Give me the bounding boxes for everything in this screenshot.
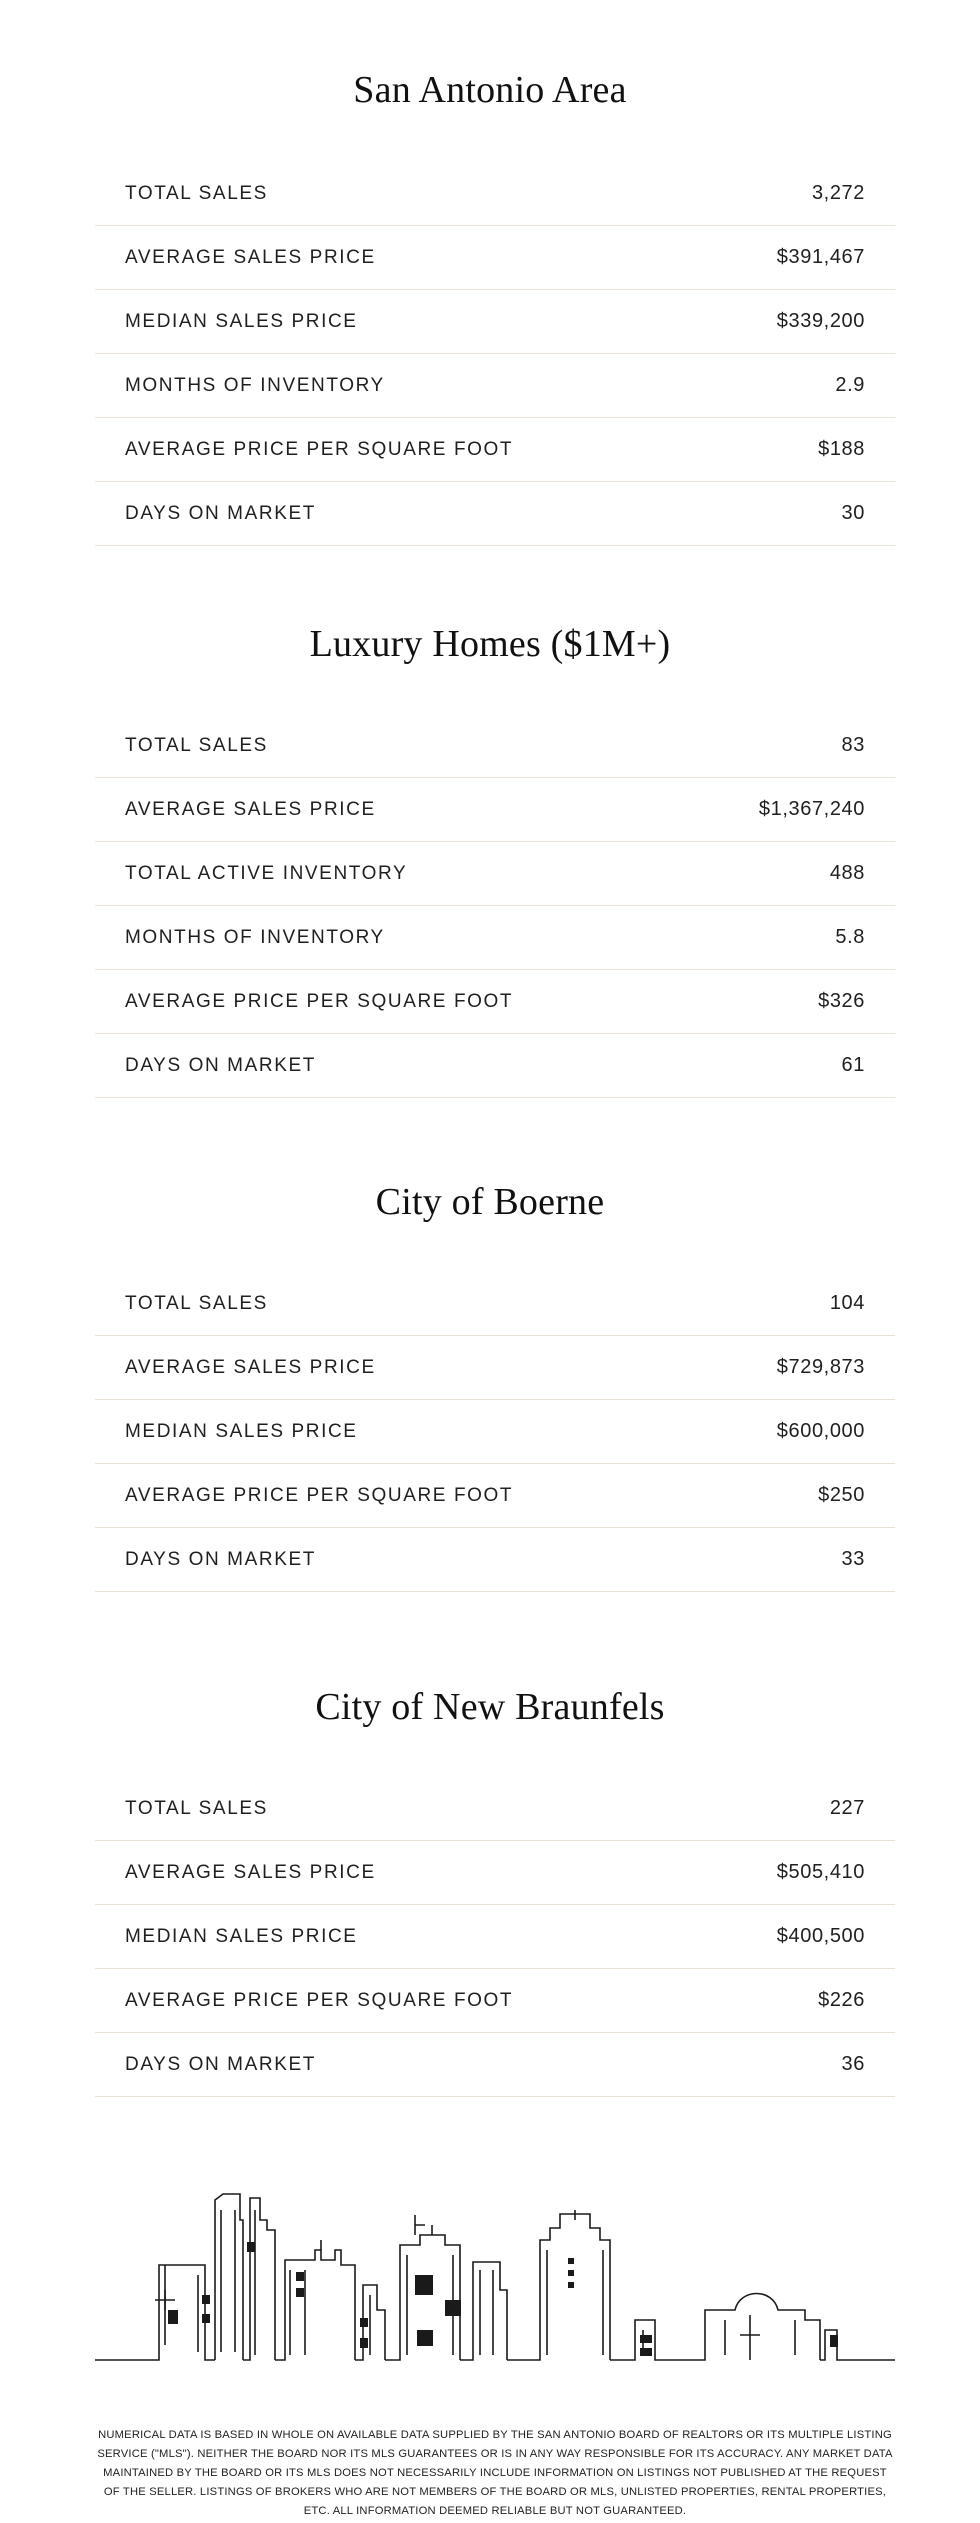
- table-row: [95, 290, 895, 354]
- table-row: [95, 842, 895, 906]
- row-label: TOTAL SALES: [125, 1797, 268, 1819]
- table-row: [95, 354, 895, 418]
- table-row: [95, 1528, 895, 1592]
- row-label: AVERAGE PRICE PER SQUARE FOOT: [125, 990, 514, 1012]
- table-row: [95, 906, 895, 970]
- row-label: TOTAL ACTIVE INVENTORY: [125, 862, 408, 884]
- row-label: DAYS ON MARKET: [125, 502, 316, 524]
- section-title: San Antonio Area: [353, 69, 627, 111]
- row-label: TOTAL SALES: [125, 1292, 268, 1314]
- section-boerne: [0, 1180, 980, 1224]
- row-label: AVERAGE PRICE PER SQUARE FOOT: [125, 1484, 514, 1506]
- table-row: [95, 162, 895, 226]
- row-label: AVERAGE SALES PRICE: [125, 1356, 376, 1378]
- row-value: 83: [841, 734, 865, 756]
- row-label: MONTHS OF INVENTORY: [125, 926, 385, 948]
- table-row: [95, 1969, 895, 2033]
- table-row: [95, 418, 895, 482]
- row-value: $505,410: [776, 1861, 865, 1883]
- row-value: 3,272: [811, 182, 865, 204]
- section-luxury-homes: [0, 622, 980, 666]
- table-row: [95, 970, 895, 1034]
- stats-table-luxury-homes: [95, 714, 895, 1098]
- table-row: [95, 1272, 895, 1336]
- row-value: $600,000: [776, 1420, 865, 1442]
- table-row: [95, 1400, 895, 1464]
- row-value: 2.9: [835, 374, 865, 396]
- row-value: $400,500: [776, 1925, 865, 1947]
- row-label: TOTAL SALES: [125, 734, 268, 756]
- table-row: [95, 1905, 895, 1969]
- row-label: DAYS ON MARKET: [125, 1548, 316, 1570]
- row-value: 61: [841, 1054, 865, 1076]
- row-label: MEDIAN SALES PRICE: [125, 1420, 358, 1442]
- city-skyline-icon: [95, 2170, 895, 2370]
- table-row: [95, 1336, 895, 1400]
- row-value: 104: [829, 1292, 865, 1314]
- row-value: $391,467: [776, 246, 865, 268]
- row-value: 33: [841, 1548, 865, 1570]
- table-row: [95, 2033, 895, 2097]
- row-label: AVERAGE PRICE PER SQUARE FOOT: [125, 1989, 514, 2011]
- row-value: $188: [818, 438, 865, 460]
- table-row: [95, 1841, 895, 1905]
- row-label: AVERAGE PRICE PER SQUARE FOOT: [125, 438, 514, 460]
- table-row: [95, 778, 895, 842]
- row-label: MONTHS OF INVENTORY: [125, 374, 385, 396]
- row-label: DAYS ON MARKET: [125, 1054, 316, 1076]
- row-label: AVERAGE SALES PRICE: [125, 798, 376, 820]
- row-value: $250: [818, 1484, 865, 1506]
- section-title: Luxury Homes ($1M+): [309, 623, 671, 665]
- section-title: City of New Braunfels: [315, 1686, 665, 1728]
- row-value: $1,367,240: [758, 798, 865, 820]
- disclaimer-text: NUMERICAL DATA IS BASED IN WHOLE ON AVAILABLE DATA SUPPLIED BY THE SAN ANTONIO BOARD OF REALTORS OR ITS MULTIPLE LISTING SERVICE ("MLS"). NEITHER THE BOARD NOR ITS MLS GUARANTEES OR IS IN ANY WAY RESPONSIBLE FOR ITS ACCURACY. ANY MARKET DATA MAINTAINED BY THE BOARD OR ITS MLS DOES NOT NECESSARILY INCLUDE INFORMATION ON LISTINGS NOT PUBLISHED AT THE REQUEST OF THE SELLER. LISTINGS OF BROKERS WHO ARE NOT MEMBERS OF THE BOARD OR MLS, UNLISTED PROPERTIES, RENTAL PROPERTIES, ETC. ALL INFORMATION DEEMED RELIABLE BUT NOT GUARANTEED.: [97, 2429, 893, 2518]
- row-value: $339,200: [776, 310, 865, 332]
- row-value: 30: [841, 502, 865, 524]
- row-value: 488: [829, 862, 865, 884]
- row-label: MEDIAN SALES PRICE: [125, 310, 358, 332]
- section-new-braunfels: [0, 1685, 980, 1729]
- row-value: $729,873: [776, 1356, 865, 1378]
- row-label: MEDIAN SALES PRICE: [125, 1925, 358, 1947]
- table-row: [95, 1464, 895, 1528]
- row-value: 5.8: [835, 926, 865, 948]
- row-value: $326: [818, 990, 865, 1012]
- table-row: [95, 482, 895, 546]
- section-san-antonio: [0, 68, 980, 112]
- section-title: City of Boerne: [375, 1181, 605, 1223]
- row-value: $226: [818, 1989, 865, 2011]
- stats-table-new-braunfels: [95, 1777, 895, 2097]
- row-label: AVERAGE SALES PRICE: [125, 1861, 376, 1883]
- table-row: [95, 714, 895, 778]
- row-label: DAYS ON MARKET: [125, 2053, 316, 2075]
- table-row: [95, 226, 895, 290]
- stats-table-boerne: [95, 1272, 895, 1592]
- table-row: [95, 1034, 895, 1098]
- row-label: TOTAL SALES: [125, 182, 268, 204]
- table-row: [95, 1777, 895, 1841]
- stats-table-san-antonio: [95, 162, 895, 546]
- row-label: AVERAGE SALES PRICE: [125, 246, 376, 268]
- row-value: 227: [829, 1797, 865, 1819]
- row-value: 36: [841, 2053, 865, 2075]
